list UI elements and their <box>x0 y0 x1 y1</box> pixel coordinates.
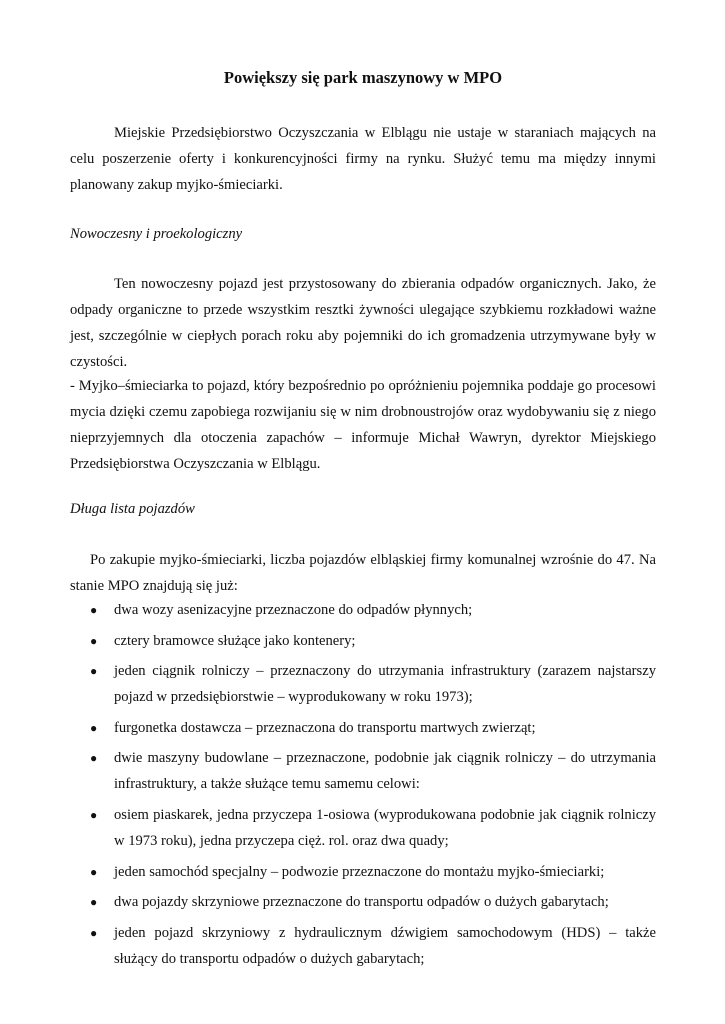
bullet-icon: ● <box>90 751 98 766</box>
list-item-text: dwa wozy asenizacyjne przeznaczone do odpadów płynnych; <box>114 602 473 618</box>
list-item-text: dwa pojazdy skrzyniowe przeznaczone do transportu odpadów o dużych gabarytach; <box>114 894 609 911</box>
section-heading-modern: Nowoczesny i proekologiczny <box>70 226 243 242</box>
list-item-text: jeden samochód specjalny – podwozie przeznaczone do montażu myjko-śmieciarki; <box>114 863 605 880</box>
list-item <box>70 658 656 710</box>
bullet-icon: ● <box>90 807 98 822</box>
list-item <box>70 628 656 654</box>
bullet-icon: ● <box>90 925 98 940</box>
bullet-icon: ● <box>90 720 98 735</box>
list-item-text: osiem piaskarek, jedna przyczepa 1-osiowa (wyprodukowana podobnie jak ciągnik rolniczy w 1973 roku), jedna przyczepa cięż. rol. oraz dwa quady; <box>114 806 656 849</box>
bullet-icon: ● <box>90 664 98 679</box>
list-item <box>70 859 656 885</box>
list-item-text: jeden ciągnik rolniczy – przeznaczony do utrzymania infrastruktury (zarazem najstarszy pojazd w przedsiębiorstwie – wyprodukowany w roku 1973); <box>114 663 656 706</box>
list-item-text: jeden pojazd skrzyniowy z hydraulicznym dźwigiem samochodowym (HDS) – także służący do transportu odpadów o dużych gabarytach; <box>114 924 656 967</box>
list-item <box>70 802 656 854</box>
list-item-text: furgonetka dostawcza – przeznaczona do transportu martwych zwierząt; <box>114 719 536 736</box>
list-item-text: cztery bramowce służące jako kontenery; <box>114 632 356 649</box>
bullet-icon: ● <box>90 603 98 617</box>
list-item-text: dwie maszyny budowlane – przeznaczone, podobnie jak ciągnik rolniczy – do utrzymania infrastruktury, a także służące temu samemu celowi: <box>114 750 656 793</box>
list-item <box>70 889 656 915</box>
director-quote-paragraph: - Myjko–śmieciarka to pojazd, który bezpośrednio po opróżnieniu pojemnika poddaje go procesowi mycia dzięki czemu zapobiega rozwijaniu się w nim drobnoustrojów oraz wydobywaniu się z niego nieprzyjemnych dla otoczenia zapachów – informuje Michał Wawryn, dyrektor Miejskiego Przedsiębiorstwa Oczyszczania w Elblągu. <box>70 378 656 472</box>
list-item <box>70 715 656 741</box>
section1-paragraph: Ten nowoczesny pojazd jest przystosowany do zbierania odpadów organicznych. Jako, że odpady organiczne to przede wszystkim resztki żywności ulegające szybkiemu rozkładowi ważne jest, szczególnie w ciepłych porach roku aby pojemniki do ich gromadzenia utrzymywane były w czystości. <box>70 276 656 370</box>
section2-paragraph: Po zakupie myjko-śmieciarki, liczba pojazdów elbląskiej firmy komunalnej wzrośnie do 47. Na stanie MPO znajdują się już: <box>70 552 656 594</box>
section-heading-vehicle-list: Długa lista pojazdów <box>70 501 195 517</box>
list-item <box>70 920 656 972</box>
list-item <box>70 745 656 797</box>
bullet-icon: ● <box>90 864 98 879</box>
bullet-icon: ● <box>90 633 98 648</box>
bullet-icon: ● <box>90 895 98 910</box>
list-item <box>70 597 656 623</box>
intro-paragraph: Miejskie Przedsiębiorstwo Oczyszczania w Elblągu nie ustaje w staraniach mających na celu poszerzenie oferty i konkurencyjności firmy na rynku. Służyć temu ma między innymi planowany zakup myjko-śmieciarki. <box>70 125 656 193</box>
vehicle-list <box>70 597 656 976</box>
document-title: Powiększy się park maszynowy w MPO <box>223 68 503 87</box>
